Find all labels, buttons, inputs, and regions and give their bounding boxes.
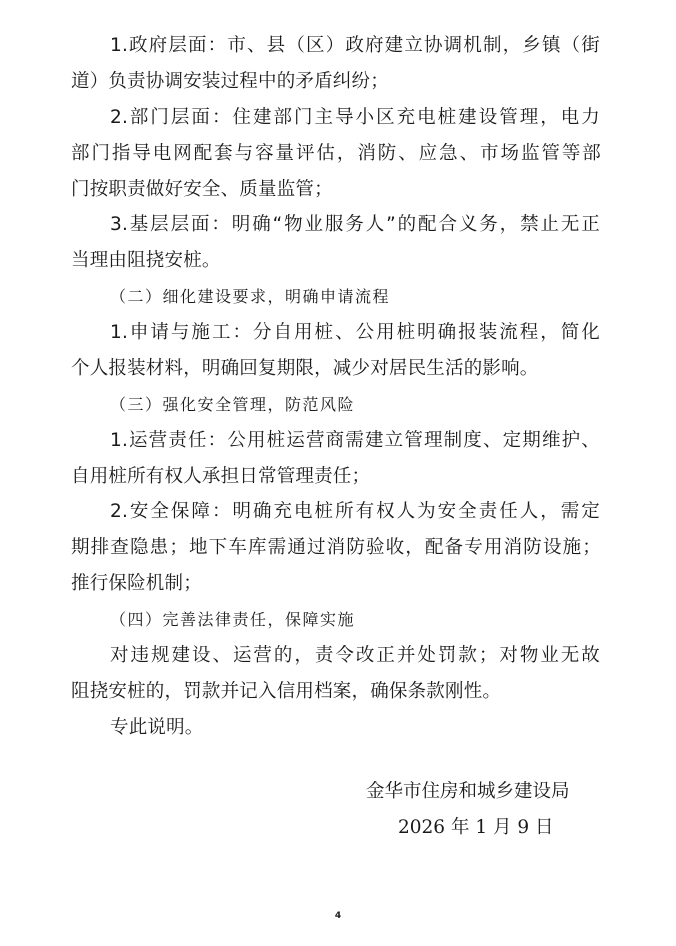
signature-organization: 金华市住房和城乡建设局 — [366, 781, 570, 802]
closing-line: 专此说明。 — [110, 717, 204, 738]
paragraph-line: 部门指导电网配套与容量评估，消防、应急、市场监管等部 — [71, 143, 601, 164]
paragraph-line: 2.安全保障：明确充电桩所有权人为安全责任人，需定 — [110, 501, 600, 522]
paragraph-line: 个人报装材料，明确回复期限，减少对居民生活的影响。 — [71, 358, 539, 379]
paragraph-line: 3.基层层面：明确“物业服务人”的配合义务，禁止无正 — [110, 214, 600, 235]
paragraph-line: 对违规建设、运营的，责令改正并处罚款；对物业无故 — [110, 645, 600, 666]
signature-date: 2026 年 1 月 9 日 — [398, 817, 554, 838]
paragraph-line: 阻挠安桩的，罚款并记入信用档案，确保条款刚性。 — [71, 681, 502, 702]
section-heading: （四）完善法律责任，保障实施 — [110, 610, 356, 629]
section-heading: （三）强化安全管理，防范风险 — [110, 395, 356, 414]
paragraph-line: 1.运营责任：公用桩运营商需建立管理制度、定期维护、 — [110, 430, 600, 451]
paragraph-line: 2.部门层面：住建部门主导小区充电桩建设管理，电力 — [110, 107, 600, 128]
section-heading: （二）细化建设要求，明确申请流程 — [110, 287, 391, 306]
paragraph-line: 道）负责协调安装过程中的矛盾纠纷； — [71, 71, 389, 92]
paragraph-line: 门按职责做好安全、质量监管； — [71, 179, 333, 200]
page-number: 4 — [334, 911, 342, 921]
paragraph-line: 推行保险机制； — [71, 573, 202, 594]
paragraph-line: 1.申请与施工：分自用桩、公用桩明确报装流程，简化 — [110, 322, 600, 343]
paragraph-line: 期排查隐患；地下车库需通过消防验收，配备专用消防设施； — [71, 537, 601, 558]
paragraph-line: 当理由阻挠安桩。 — [71, 250, 221, 271]
paragraph-line: 自用桩所有权人承担日常管理责任； — [71, 466, 371, 487]
paragraph-line: 1.政府层面：市、县（区）政府建立协调机制，乡镇（街 — [110, 35, 600, 56]
